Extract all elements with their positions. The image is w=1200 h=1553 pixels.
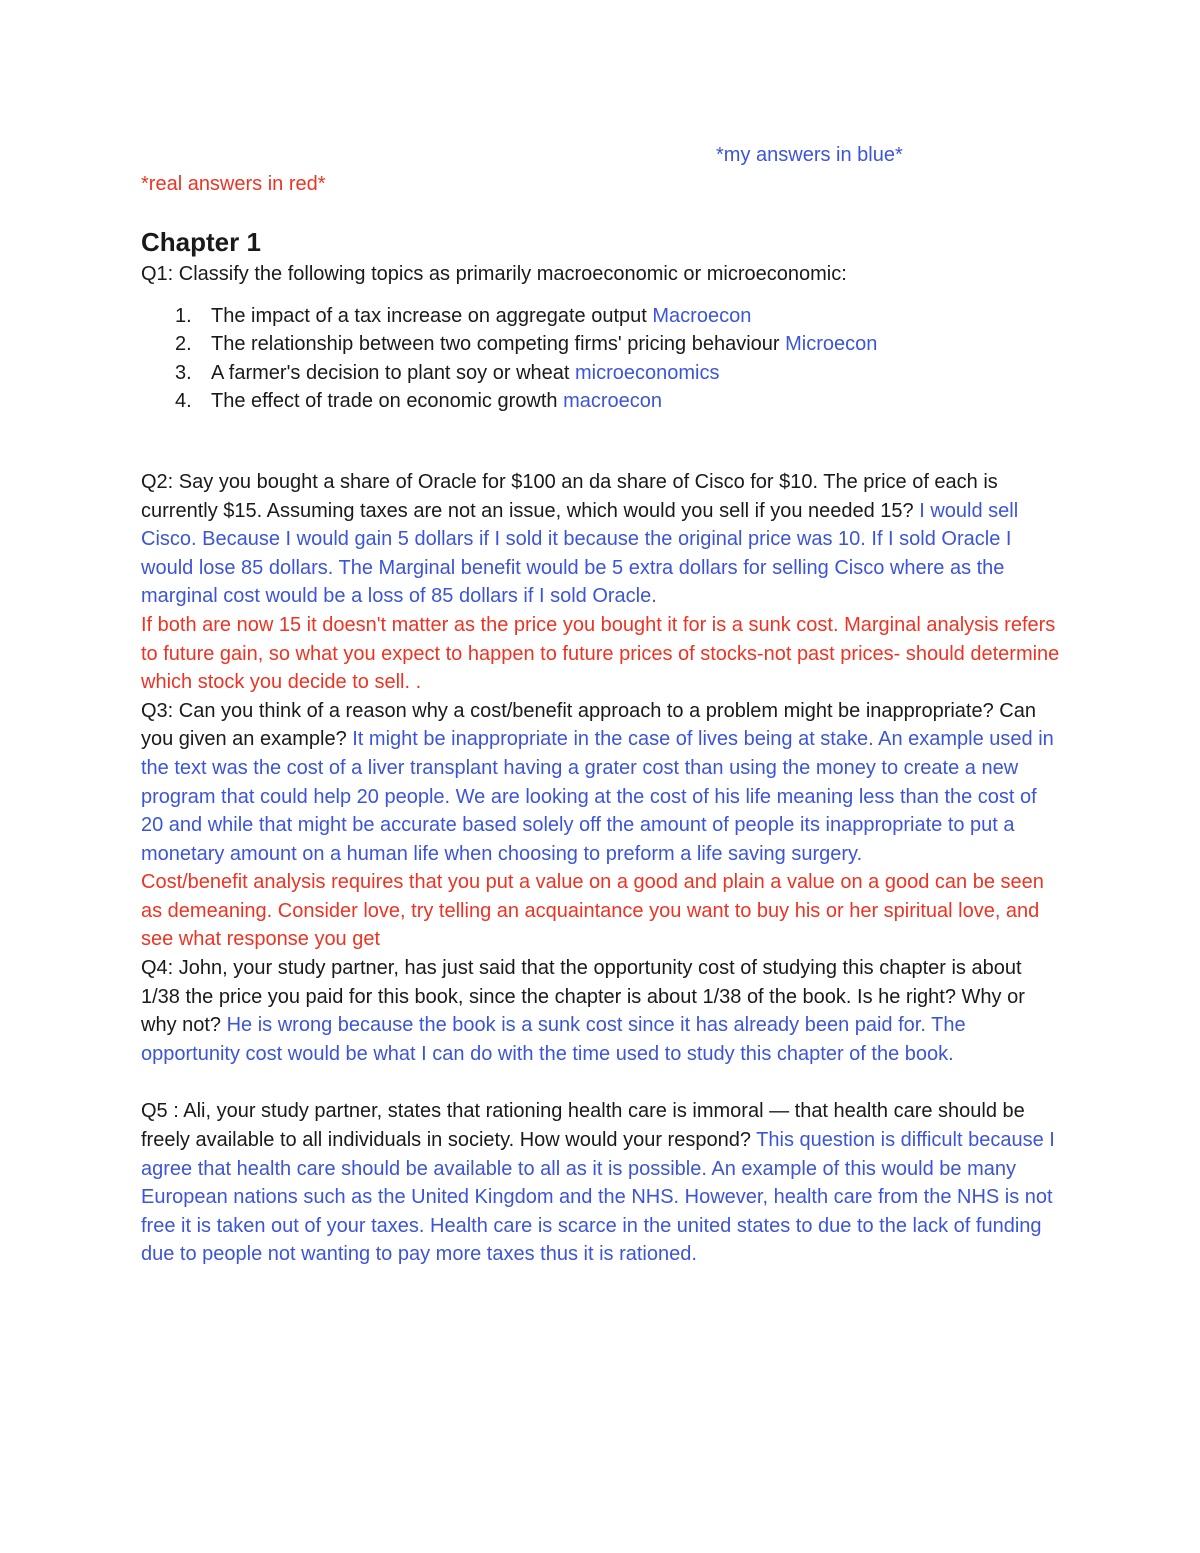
list-number: 4.: [175, 390, 192, 413]
q2-my-answer: I would sell Cisco. Because I would gain 5 dollars if I sold it because the original price was 10. If I sold Oracle I would lose 85 dollars. The Marginal benefit would be 5 extra dollars for selling Cisco where as the marginal cost would be a loss of 85 dollars if I sold Oracle.: [141, 499, 1019, 608]
list-item: [141, 330, 1063, 359]
q3-question: Q3: Can you think of a reason why a cost/benefit approach to a problem might be inappropriate? Can you given an example?: [141, 699, 1036, 751]
topic-text: A farmer's decision to plant soy or wheat: [211, 361, 575, 384]
q2-block: [141, 468, 1063, 611]
list-item: [141, 302, 1063, 331]
q1-question: Q1: Classify the following topics as primarily macroeconomic or microeconomic:: [141, 263, 847, 285]
red-answers-note: *real answers in red*: [141, 173, 326, 195]
list-number: 3.: [175, 361, 192, 384]
list-item: [141, 387, 1063, 416]
blue-answers-note: *my answers in blue*: [716, 144, 903, 166]
q5-my-answer: This question is difficult because I agree that health care should be available to all as it is possible. An example of this would be many European nations such as the United Kingdom and the NHS. However, health care from the NHS is not free it is taken out of your taxes. Health care is scarce in the united states to due to the lack of funding due to people not wanting to pay more taxes thus it is rationed.: [141, 1129, 1055, 1266]
q3-my-answer: It might be inappropriate in the case of lives being at stake. An example used in the text was the cost of a liver transplant having a grater cost than using the money to create a new program that could help 20 people. We are looking at the cost of his life meaning less than the cost of 20 and while that might be accurate based solely off the amount of people its inappropriate to put a monetary amount on a human life when choosing to preform a life saving surgery.: [141, 728, 1054, 865]
list-number: 2.: [175, 333, 192, 356]
topic-text: The impact of a tax increase on aggregate output: [211, 304, 653, 327]
my-answer: macroecon: [563, 390, 662, 413]
chapter-title: Chapter 1: [141, 227, 261, 257]
q4-my-answer: He is wrong because the book is a sunk cost since it has already been paid for. The opportunity cost would be what I can do with the time used to study this chapter of the book.: [141, 1014, 966, 1065]
q4-block: [141, 954, 1063, 1068]
q4-question: Q4: John, your study partner, has just said that the opportunity cost of studying this chapter is about 1/38 the price you paid for this book, since the chapter is about 1/38 of the book. Is he right? Why or why not?: [141, 957, 1025, 1037]
q2-real-answer: If both are now 15 it doesn't matter as the price you bought it for is a sunk cost. Marginal analysis refers to future gain, so what you expect to happen to future prices of stocks-not past prices- should determine which stock you decide to sell. .: [141, 613, 1060, 694]
topic-text: The relationship between two competing firms' pricing behaviour: [211, 333, 786, 356]
my-answer: Microecon: [785, 333, 878, 356]
q2-question: Q2: Say you bought a share of Oracle for $100 an da share of Cisco for $10. The price of each is currently $15. Assuming taxes are not an issue, which would you sell if you needed 15?: [141, 470, 998, 522]
q1-topic-list: [141, 302, 1063, 416]
topic-text: The effect of trade on economic growth: [211, 390, 564, 413]
q3-block: [141, 697, 1063, 869]
my-answer: Macroecon: [652, 304, 752, 327]
list-number: 1.: [175, 304, 192, 327]
list-item: [141, 359, 1063, 388]
document-body: [141, 225, 1063, 1269]
q5-question: Q5 : Ali, your study partner, states that rationing health care is immoral — that health care should be freely available to all individuals in society. How would your respond?: [141, 1100, 1025, 1152]
q3-real-answer: Cost/benefit analysis requires that you put a value on a good and plain a value on a good can be seen as demeaning. Consider love, try telling an acquaintance you want to buy his or her spiritual love, and see what response you get: [141, 871, 1044, 951]
q5-block: [141, 1097, 1063, 1269]
my-answer: microeconomics: [575, 361, 720, 384]
